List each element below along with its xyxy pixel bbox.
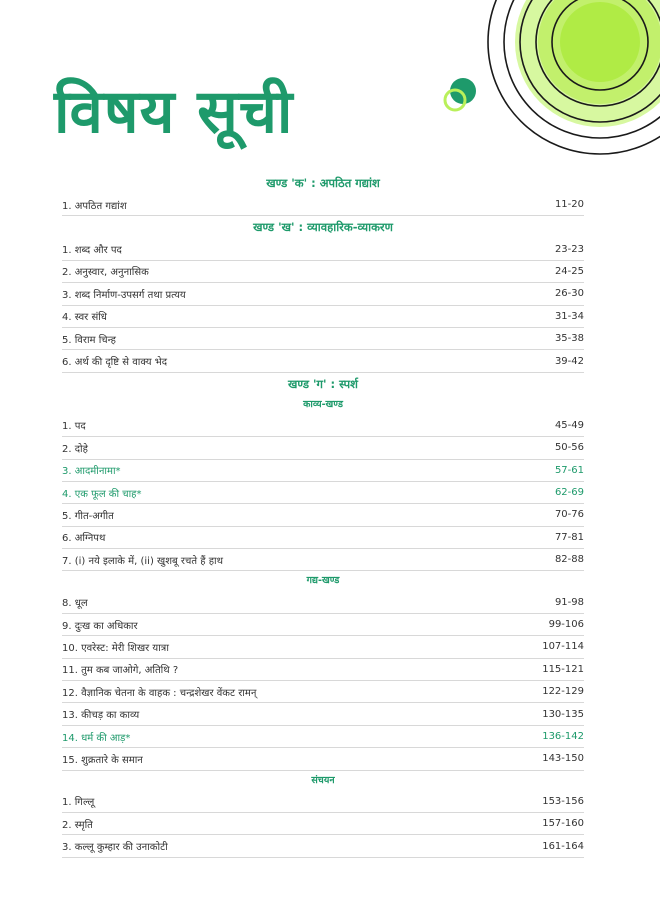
toc-entry-pages: 130-135 bbox=[542, 708, 584, 720]
section-heading: खण्ड 'ख' : व्यावहारिक-व्याकरण bbox=[253, 220, 393, 235]
toc-entry-pages: 99-106 bbox=[548, 619, 584, 631]
toc-entry-title: 2. अनुस्वार, अनुनासिक bbox=[62, 267, 149, 279]
toc-entry[interactable] bbox=[62, 238, 584, 260]
toc-entry-pages: 107-114 bbox=[542, 641, 584, 653]
toc-entry[interactable] bbox=[62, 791, 584, 813]
toc-entry-title: 5. गीत-अगीत bbox=[62, 510, 114, 522]
toc-entry-title: 11. तुम कब जाओगे, अतिथि ? bbox=[62, 665, 179, 677]
toc-entry-title: 1. शब्द और पद bbox=[62, 245, 122, 257]
toc-entry[interactable] bbox=[62, 813, 584, 835]
toc-entry-title: 1. गिल्लू bbox=[62, 797, 95, 809]
toc-entry-title: 3. आदमीनामा* bbox=[62, 466, 121, 478]
toc-entry-title: 5. विराम चिन्ह bbox=[62, 334, 116, 346]
toc-entry[interactable] bbox=[62, 283, 584, 305]
toc-entry-pages: 82-88 bbox=[554, 554, 584, 566]
toc-entry-pages: 157-160 bbox=[542, 818, 584, 830]
toc-entry-title: 13. कीचड़ का काव्य bbox=[62, 710, 140, 722]
toc-entry-title: 2. दोहे bbox=[62, 443, 88, 455]
toc-entry-pages: 50-56 bbox=[554, 442, 584, 454]
toc-entry-title: 1. अपठित गद्यांश bbox=[62, 200, 127, 212]
toc-entry-title: 7. (i) नये इलाके में, (ii) खुशबू रचते हैं हाथ bbox=[62, 555, 223, 567]
toc-entry-pages: 77-81 bbox=[554, 531, 584, 543]
toc-entry[interactable] bbox=[62, 194, 584, 216]
toc-entry-pages: 57-61 bbox=[554, 464, 584, 476]
toc-entry-pages: 24-25 bbox=[554, 265, 584, 277]
toc-entry-title: 8. धूल bbox=[62, 598, 88, 610]
section-heading: खण्ड 'क' : अपठित गद्यांश bbox=[266, 176, 380, 190]
section-heading: खण्ड 'ग' : स्पर्श bbox=[288, 376, 358, 391]
toc-entry[interactable] bbox=[62, 591, 584, 613]
toc-entry-pages: 115-121 bbox=[542, 663, 584, 675]
toc-entry-title: 15. शुक्रतारे के समान bbox=[62, 754, 143, 766]
toc-entry[interactable] bbox=[62, 835, 584, 857]
toc-entry[interactable] bbox=[62, 703, 584, 725]
toc-entry[interactable] bbox=[62, 328, 584, 350]
toc-entry[interactable] bbox=[62, 614, 584, 636]
toc-entry[interactable] bbox=[62, 659, 584, 681]
toc-entry[interactable] bbox=[62, 437, 584, 459]
toc-entry[interactable] bbox=[62, 460, 584, 482]
toc-entry-title: 1. पद bbox=[62, 421, 86, 433]
toc-entry-pages: 26-30 bbox=[554, 288, 584, 300]
subsection-heading: गद्य-खण्ड bbox=[306, 575, 340, 587]
toc-entry-title: 9. दुःख का अधिकार bbox=[62, 620, 138, 632]
toc-entry-pages: 143-150 bbox=[542, 753, 584, 765]
toc-entry-pages: 70-76 bbox=[554, 509, 584, 521]
toc-entry-title: 3. शब्द निर्माण-उपसर्ग तथा प्रत्यय bbox=[62, 289, 186, 301]
toc-entry-pages: 35-38 bbox=[554, 333, 584, 345]
toc-entry[interactable] bbox=[62, 350, 584, 372]
toc-entry[interactable] bbox=[62, 261, 584, 283]
subsection-heading: संचयन bbox=[311, 774, 335, 786]
toc-entry[interactable] bbox=[62, 482, 584, 504]
toc-entry-title: 14. धर्म की आड़* bbox=[62, 732, 131, 744]
toc-entry[interactable] bbox=[62, 504, 584, 526]
toc-entry-pages: 31-34 bbox=[554, 310, 584, 322]
toc-entry-pages: 23-23 bbox=[554, 243, 584, 255]
toc-entry[interactable] bbox=[62, 681, 584, 703]
toc-entry-pages: 45-49 bbox=[554, 419, 584, 431]
toc-entry-title: 6. अर्थ की दृष्टि से वाक्य भेद bbox=[62, 357, 168, 369]
toc-entry-pages: 11-20 bbox=[554, 199, 584, 211]
toc-entry-pages: 161-164 bbox=[542, 840, 584, 852]
toc-entry-pages: 62-69 bbox=[554, 487, 584, 499]
toc-entry[interactable] bbox=[62, 549, 584, 571]
table-of-contents bbox=[62, 172, 584, 858]
toc-entry[interactable] bbox=[62, 726, 584, 748]
toc-entry[interactable] bbox=[62, 527, 584, 549]
toc-entry-title: 4. एक फूल की चाह* bbox=[62, 488, 142, 500]
toc-entry-title: 3. कल्लू कुम्हार की उनाकोटी bbox=[62, 842, 168, 854]
subsection-heading: काव्य-खण्ड bbox=[303, 398, 343, 410]
toc-entry-pages: 39-42 bbox=[554, 355, 584, 367]
toc-entry-pages: 153-156 bbox=[542, 795, 584, 807]
toc-entry-title: 2. स्मृति bbox=[62, 819, 93, 831]
toc-entry-title: 6. अग्निपथ bbox=[62, 533, 106, 545]
toc-entry-pages: 91-98 bbox=[554, 596, 584, 608]
page-title: विषय सूची bbox=[54, 77, 294, 147]
toc-entry[interactable] bbox=[62, 306, 584, 328]
toc-entry-title: 4. स्वर संधि bbox=[62, 312, 107, 324]
toc-entry-title: 10. एवरेस्ट: मेरी शिखर यात्रा bbox=[62, 642, 169, 654]
toc-entry-pages: 122-129 bbox=[542, 686, 584, 698]
toc-entry[interactable] bbox=[62, 415, 584, 437]
green-circle-core bbox=[560, 2, 640, 82]
toc-entry[interactable] bbox=[62, 748, 584, 770]
toc-entry-title: 12. वैज्ञानिक चेतना के वाहक : चन्द्रशेखर वेंकट रामन् bbox=[62, 687, 257, 699]
toc-entry[interactable] bbox=[62, 636, 584, 658]
toc-entry-pages: 136-142 bbox=[542, 731, 584, 742]
